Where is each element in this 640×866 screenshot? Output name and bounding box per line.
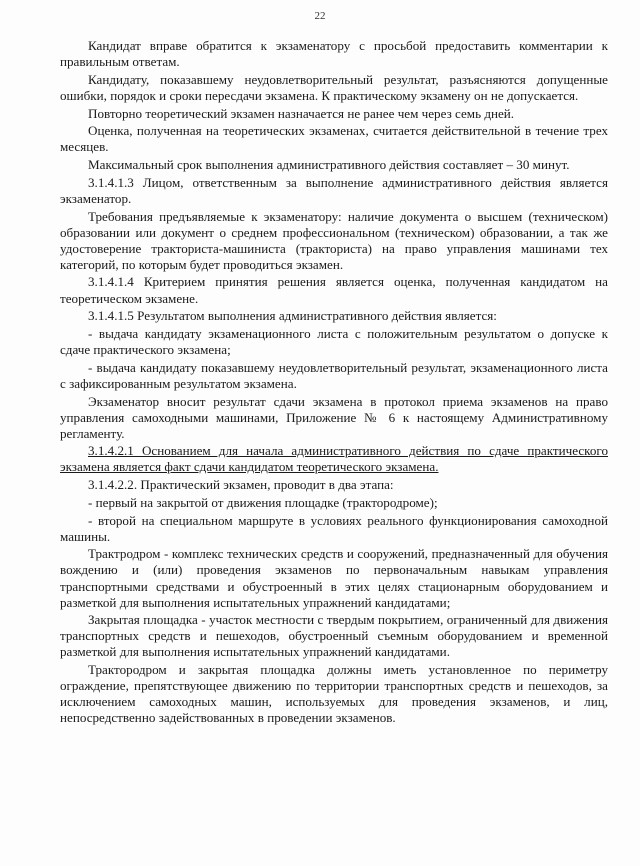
paragraph: Трактородром и закрытая площадка должны иметь установленное по периметру ограждение, препятствующее движению по территории транспортных средств и пешеходов, за исключением самоходных машин, используемых для проведения экзаменов, и лиц, непосредственно задействованных в проведении экзаменов. bbox=[60, 662, 608, 726]
paragraph: 3.1.4.2.2. Практический экзамен, проводит в два этапа: bbox=[88, 477, 394, 493]
paragraph: Оценка, полученная на теоретических экзаменах, считается действительной в течение трех месяцев. bbox=[60, 123, 608, 155]
paragraph: Требования предъявляемые к экзаменатору: наличие документа о высшем (техническом) образовании или документ о среднем профессиональном (техническом) образовании, а так же удостоверение тракториста-машиниста (тракториста) на право управления машинами тех категорий, по которым будет проводиться экзамен. bbox=[60, 208, 608, 272]
paragraph: - второй на специальном маршруте в условиях реального функционирования самоходной машины. bbox=[60, 512, 608, 544]
paragraph: - первый на закрытой от движения площадке (трактородроме); bbox=[88, 494, 438, 510]
document-body bbox=[60, 38, 608, 728]
paragraph: - выдача кандидату экзаменационного листа с положительным результатом о допуске к сдаче практического экзамена; bbox=[60, 325, 608, 358]
paragraph: Кандидат вправе обратится к экзаменатору с просьбой предоставить комментарии к правильным ответам. bbox=[60, 38, 608, 70]
paragraph: 3.1.4.1.5 Результатом выполнения административного действия является: bbox=[88, 308, 497, 324]
paragraph: - выдача кандидату показавшему неудовлетворительный результат, экзаменационного листа с зафиксированным результатом экзамена. bbox=[60, 359, 608, 391]
paragraph: Закрытая площадка - участок местности с твердым покрытием, ограниченный для движения транспортных средств и пешеходов, обустроенный съемным оборудованием и временной разметкой для выполнения испытательных упражнений кандидатами. bbox=[60, 612, 608, 660]
paragraph: Кандидату, показавшему неудовлетворительный результат, разъясняются допущенные ошибки, порядок и сроки пересдачи экзамена. К практическому экзамену он не допускается. bbox=[60, 71, 608, 103]
paragraph: Повторно теоретический экзамен назначается не ранее чем через семь дней. bbox=[88, 105, 515, 121]
paragraph: 3.1.4.1.4 Критерием принятия решения является оценка, полученная кандидатом на теоретическом экзамене. bbox=[60, 274, 608, 306]
paragraph: Экзаменатор вносит результат сдачи экзамена в протокол приема экзаменов на право управления самоходными машинами, Приложение № 6 к настоящему Административному регламенту. bbox=[60, 393, 608, 441]
paragraph: Трактродром - комплекс технических средств и сооружений, предназначенный для обучения вождению и (или) проведения экзаменов по первоначальным навыкам управления транспортными средствами и обустроенный в этих целях стационарным оборудованием и разметкой для выполнения испытательных упражнений кандидатами; bbox=[60, 546, 608, 610]
paragraph: 3.1.4.2.1 Основанием для начала административного действия по сдаче практического экзамена является факт сдачи кандидатом теоретического экзамена. bbox=[60, 443, 608, 475]
page-number: 22 bbox=[314, 10, 326, 22]
paragraph: Максимальный срок выполнения административного действия составляет – 30 минут. bbox=[88, 157, 570, 173]
paragraph: 3.1.4.1.3 Лицом, ответственным за выполнение административного действия является экзаменатор. bbox=[60, 174, 608, 206]
